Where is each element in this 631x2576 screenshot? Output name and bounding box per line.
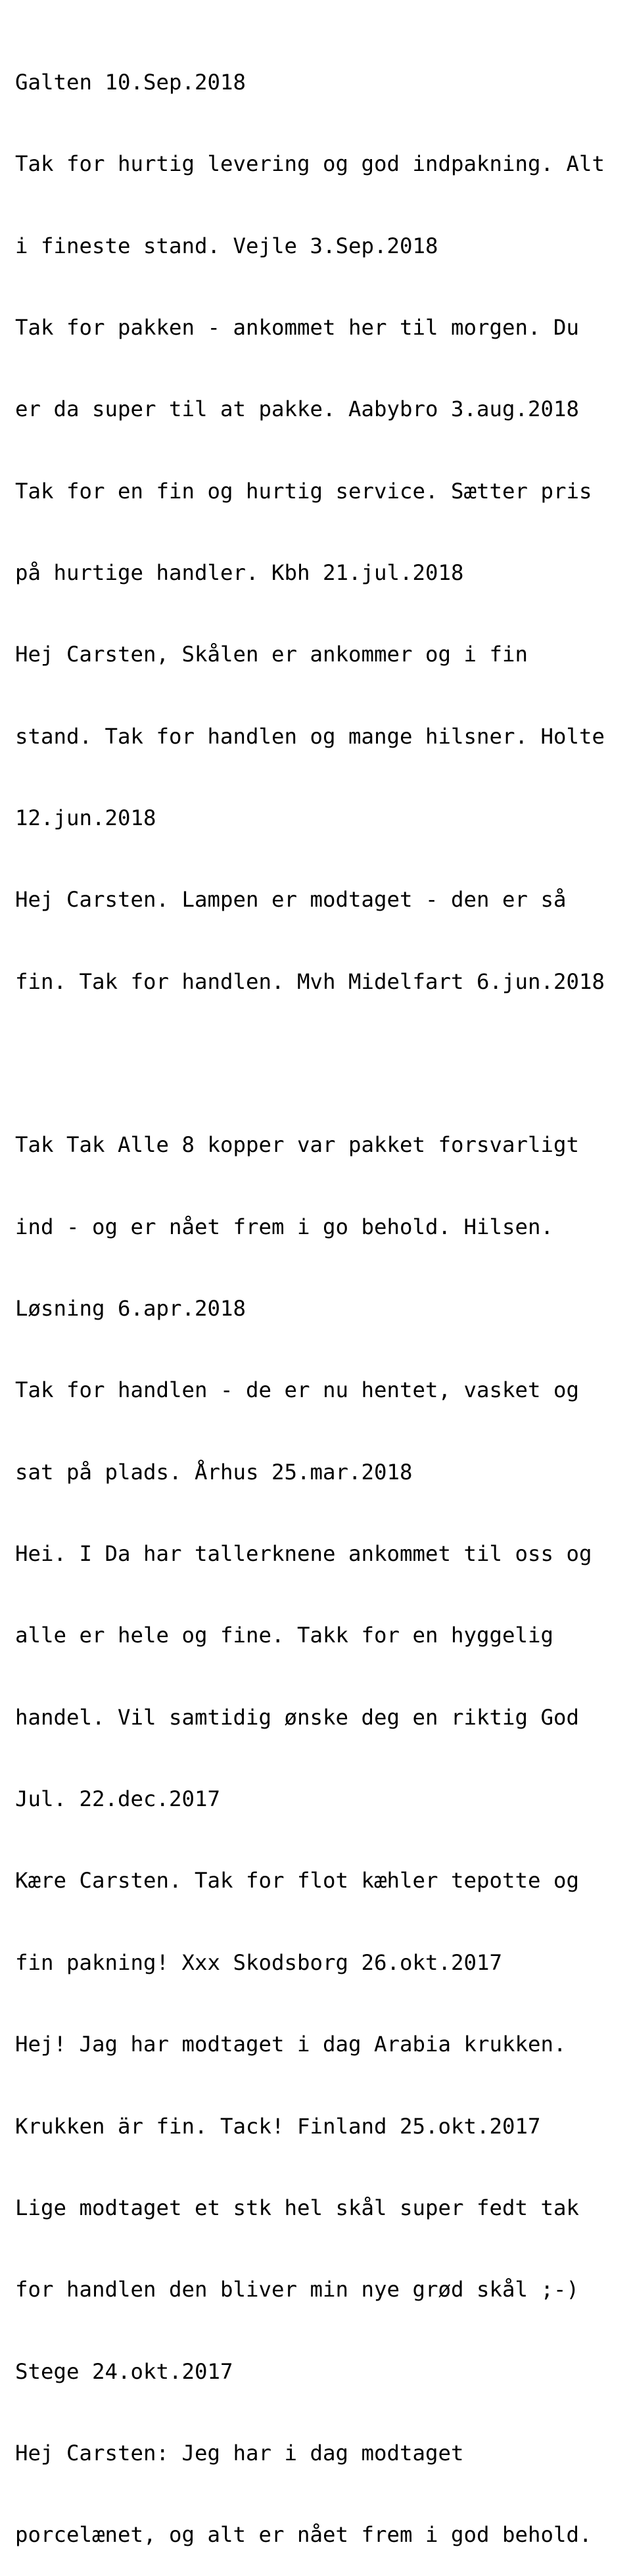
text-line: Hej Carsten. Lampen er modtaget - den er så: [15, 887, 567, 913]
text-line: Tak Tak Alle 8 kopper var pakket forsvarligt: [15, 1132, 580, 1158]
text-line: Tak for pakken - ankommet her til morgen. Du: [15, 314, 580, 340]
text-line: alle er hele og fine. Takk for en hyggelig: [15, 1623, 554, 1648]
text-line: Hej Carsten, Skålen er ankommer og i fin: [15, 642, 528, 667]
text-line: Hei. I Da har tallerknene ankommet til oss og: [15, 1541, 592, 1567]
text-line: handel. Vil samtidig ønske deg en riktig God: [15, 1704, 580, 1730]
text-line: stand. Tak for handlen og mange hilsner. Holte: [15, 723, 605, 749]
text-line: Stege 24.okt.2017: [15, 2358, 233, 2384]
text-line: Tak for en fin og hurtig service. Sætter pris: [15, 478, 592, 504]
text-line: for handlen den bliver min nye grød skål ;-): [15, 2277, 580, 2302]
text-line: Kære Carsten. Tak for flot kæhler tepotte og: [15, 1868, 580, 1894]
text-line: fin pakning! Xxx Skodsborg 26.okt.2017: [15, 1949, 503, 1975]
text-line: fin. Tak for handlen. Mvh Midelfart 6.jun.2018: [15, 968, 605, 994]
text-line: Tak for handlen - de er nu hentet, vasket og: [15, 1377, 580, 1403]
text-line: Jul. 22.dec.2017: [15, 1786, 221, 1812]
text-line: Krukken är fin. Tack! Finland 25.okt.2017: [15, 2113, 541, 2139]
text-line: 12.jun.2018: [15, 805, 156, 830]
text-line: Løsning 6.apr.2018: [15, 1296, 246, 1322]
blank-line: [15, 1050, 623, 1077]
text-line: på hurtige handler. Kbh 21.jul.2018: [15, 560, 464, 585]
text-line: Galten 10.Sep.2018: [15, 69, 246, 95]
text-line: er da super til at pakke. Aabybro 3.aug.2018: [15, 396, 580, 422]
text-line: porcelænet, og alt er nået frem i god behold.: [15, 2522, 592, 2548]
text-line: Tak for hurtig levering og god indpakning. Alt: [15, 151, 605, 177]
text-line: Hej Carsten: Jeg har i dag modtaget: [15, 2440, 464, 2466]
document-text: [15, 14, 623, 2576]
text-line: ind - og er nået frem i go behold. Hilsen.: [15, 1214, 554, 1239]
text-line: sat på plads. Århus 25.mar.2018: [15, 1459, 413, 1485]
text-line: i fineste stand. Vejle 3.Sep.2018: [15, 233, 438, 258]
text-line: Lige modtaget et stk hel skål super fedt tak: [15, 2195, 580, 2220]
text-line: Hej! Jag har modtaget i dag Arabia krukken.: [15, 2032, 567, 2057]
